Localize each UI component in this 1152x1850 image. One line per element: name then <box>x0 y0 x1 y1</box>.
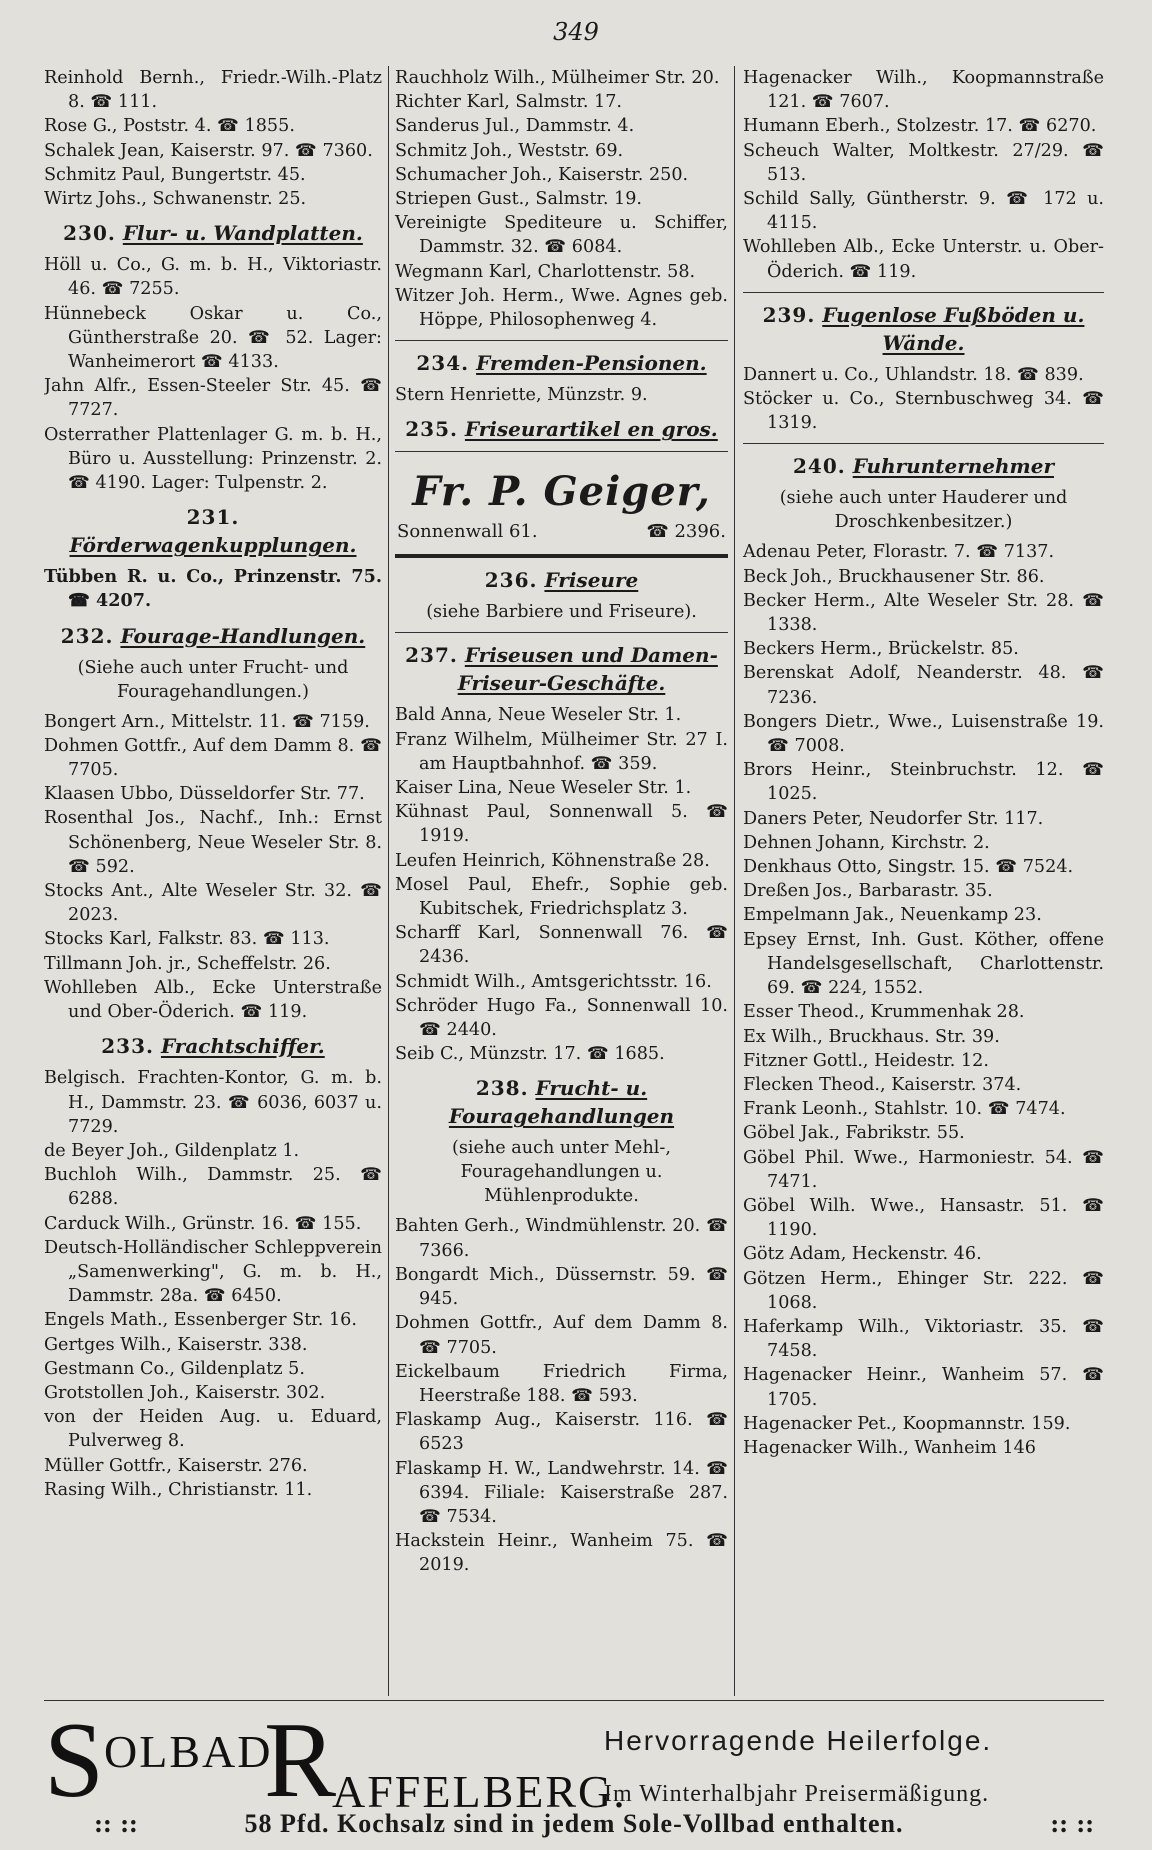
directory-entry: Wohlleben Alb., Ecke Unterstr. u. Ober-Öderich. ☎ 119. <box>743 237 1104 282</box>
directory-entry: Scheuch Walter, Moltkestr. 27/29. ☎ 513. <box>743 140 1104 185</box>
column-3 <box>734 66 1104 1696</box>
section-title: Frucht- u. Fouragehandlungen <box>448 1076 675 1129</box>
directory-entry: Dohmen Gottfr., Auf dem Damm 8. ☎ 7705. <box>395 1313 728 1358</box>
directory-entry: Seib C., Münzstr. 17. ☎ 1685. <box>395 1044 665 1065</box>
directory-entry: Bongert Arn., Mittelstr. 11. ☎ 7159. <box>44 711 370 732</box>
divider-rule <box>743 443 1104 444</box>
section-note: (siehe auch unter Hauderer und Droschkenbesitzer.) <box>779 488 1068 533</box>
section-number: 232. <box>60 623 114 648</box>
directory-entry: Osterrather Plattenlager G. m. b. H., Büro u. Ausstellung: Prinzenstr. 2. ☎ 4190. Lager: Tulpenstr. 2. <box>44 424 382 494</box>
divider-rule <box>743 292 1104 293</box>
directory-entry: Gestmann Co., Gildenplatz 5. <box>44 1358 305 1379</box>
directory-entry: Jahn Alfr., Essen-Steeler Str. 45. ☎ 7727. <box>44 376 382 421</box>
section-heading <box>44 503 382 559</box>
directory-entry: Daners Peter, Neudorfer Str. 117. <box>743 808 1044 829</box>
directory-entry: Hackstein Heinr., Wanheim 75. ☎ 2019. <box>395 1531 728 1576</box>
section-note: (siehe Barbiere und Friseure). <box>426 602 697 623</box>
directory-entry: Klaasen Ubbo, Düsseldorfer Str. 77. <box>44 784 365 805</box>
directory-entry: Götzen Herm., Ehinger Str. 222. ☎ 1068. <box>743 1268 1104 1313</box>
directory-entry: Hünnebeck Oskar u. Co., Güntherstraße 20. ☎ 52. Lager: Wanheimerort ☎ 4133. <box>44 303 382 373</box>
directory-entry: Beckers Herm., Brückelstr. 85. <box>743 639 1019 660</box>
divider-rule <box>395 632 728 633</box>
directory-entry: Gertges Wilh., Kaiserstr. 338. <box>44 1334 308 1355</box>
directory-entry: Göbel Jak., Fabrikstr. 55. <box>743 1123 965 1144</box>
ornament-left: :: :: <box>94 1809 138 1838</box>
directory-entry: Haferkamp Wilh., Viktoriastr. 35. ☎ 7458. <box>743 1316 1104 1362</box>
directory-entry: Flaskamp Aug., Kaiserstr. 116. ☎ 6523 <box>395 1410 728 1455</box>
directory-entry: Dreßen Jos., Barbarastr. 35. <box>743 881 993 902</box>
directory-entry: Rauchholz Wilh., Mülheimer Str. 20. <box>395 68 720 88</box>
directory-entry: Hagenacker Wilh., Koopmannstraße 121. ☎ 7607. <box>743 68 1104 113</box>
directory-entry: Stöcker u. Co., Sternbuschweg 34. ☎ 1319. <box>743 389 1104 434</box>
directory-entry: Flecken Theod., Kaiserstr. 374. <box>743 1074 1022 1095</box>
section-number: 234. <box>416 351 470 376</box>
directory-entry: Hagenacker Heinr., Wanheim 57. ☎ 1705. <box>743 1365 1104 1410</box>
section-note: (Siehe auch unter Frucht- und Fouragehandlungen.) <box>77 657 349 702</box>
directory-entry: Scharff Karl, Sonnenwall 76. ☎ 2436. <box>395 923 728 968</box>
directory-entry: Stocks Ant., Alte Weseler Str. 32. ☎ 2023. <box>44 881 382 926</box>
directory-entry: Bald Anna, Neue Weseler Str. 1. <box>395 705 682 726</box>
directory-entry: Denkhaus Otto, Singstr. 15. ☎ 7524. <box>743 857 1074 878</box>
solbad-logo <box>44 1701 627 1820</box>
section-number: 235. <box>405 417 458 442</box>
section-heading <box>44 1032 382 1060</box>
directory-entry: Müller Gottfr., Kaiserstr. 276. <box>44 1455 308 1476</box>
directory-entry: Kaiser Lina, Neue Weseler Str. 1. <box>395 778 692 799</box>
directory-entry: Deutsch-Holländischer Schleppverein „Samenwerking", G. m. b. H., Dammstr. 28a. ☎ 6450. <box>44 1237 382 1307</box>
section-note: (siehe auch unter Mehl-, Fouragehandlungen u. Mühlenprodukte. <box>452 1138 671 1207</box>
directory-entry: Bongardt Mich., Düssernstr. 59. ☎ 945. <box>395 1264 728 1310</box>
section-number: 233. <box>101 1034 154 1059</box>
section-number: 240. <box>793 454 846 479</box>
logo-word-olbad: OLBAD <box>104 1726 273 1777</box>
directory-entry: Vereinigte Spediteure u. Schiffer, Dammstr. 32. ☎ 6084. <box>395 213 728 258</box>
directory-entry: Striepen Gust., Salmstr. 19. <box>395 189 643 210</box>
directory-entry: Schmitz Paul, Bungertstr. 45. <box>44 164 306 185</box>
section-title: Förderwagenkupplungen. <box>69 533 357 558</box>
column-2 <box>388 66 734 1696</box>
directory-entry: Wohlleben Alb., Ecke Unterstraße und Ober-Öderich. ☎ 119. <box>44 977 382 1023</box>
directory-entry: Stern Henriette, Münzstr. 9. <box>395 385 648 406</box>
directory-entry: Frank Leonh., Stahlstr. 10. ☎ 7474. <box>743 1099 1066 1120</box>
salt-content-line: 58 Pfd. Kochsalz sind in jedem Sole-Vollbad enthalten. <box>244 1809 904 1838</box>
section-heading <box>395 349 728 377</box>
section-heading <box>395 641 728 697</box>
directory-entry: Grotstollen Joh., Kaiserstr. 302. <box>44 1382 326 1403</box>
directory-entry: Göbel Phil. Wwe., Harmoniestr. 54. ☎ 7471. <box>743 1147 1104 1192</box>
section-title: Fugenlose Fußböden u. Wände. <box>822 302 1085 355</box>
section-heading <box>743 301 1104 357</box>
section-number: 230. <box>63 221 116 246</box>
directory-entry: Hagenacker Wilh., Wanheim 146 <box>743 1437 1036 1458</box>
section-title: Fremden-Pensionen. <box>476 351 707 376</box>
columns <box>44 66 1104 1696</box>
directory-entry: Beck Joh., Bruckhausener Str. 86. <box>743 566 1045 587</box>
logo-word-affelberg: AFFELBERG. <box>332 1766 627 1817</box>
divider-rule <box>395 554 728 558</box>
directory-entry: Schröder Hugo Fa., Sonnenwall 10. ☎ 2440. <box>395 995 728 1041</box>
directory-entry: Leufen Heinrich, Köhnenstraße 28. <box>395 850 710 871</box>
directory-entry: Richter Karl, Salmstr. 17. <box>395 92 622 113</box>
winter-discount: Im Winterhalbjahr Preisermäßigung. <box>604 1781 990 1807</box>
section-heading <box>395 566 728 594</box>
slogan: Hervorragende Heilerfolge. <box>604 1725 993 1756</box>
divider-rule <box>395 340 728 341</box>
section-heading <box>743 452 1104 480</box>
directory-entry: Rasing Wilh., Christianstr. 11. <box>44 1479 313 1500</box>
logo-initial-s: S <box>44 1701 105 1820</box>
directory-entry: Rose G., Poststr. 4. ☎ 1855. <box>44 116 295 137</box>
section-title: Friseurartikel en gros. <box>464 417 718 442</box>
directory-entry: Esser Theod., Krummenhak 28. <box>743 1002 1025 1023</box>
directory-entry: Franz Wilhelm, Mülheimer Str. 27 I. am Hauptbahnhof. ☎ 359. <box>395 729 728 774</box>
directory-entry: Ex Wilh., Bruckhaus. Str. 39. <box>743 1026 1000 1047</box>
section-heading <box>395 415 728 443</box>
directory-entry: Wirtz Johs., Schwanenstr. 25. <box>44 189 307 210</box>
directory-entry: Schmidt Wilh., Amtsgerichtsstr. 16. <box>395 971 712 992</box>
ornament-right: :: :: <box>1050 1809 1094 1838</box>
directory-entry: Götz Adam, Heckenstr. 46. <box>743 1244 982 1265</box>
directory-entry: de Beyer Joh., Gildenplatz 1. <box>44 1140 300 1161</box>
directory-entry: Humann Eberh., Stolzestr. 17. ☎ 6270. <box>743 116 1097 137</box>
directory-entry: Stocks Karl, Falkstr. 83. ☎ 113. <box>44 929 330 950</box>
directory-entry: Göbel Wilh. Wwe., Hansastr. 51. ☎ 1190. <box>743 1195 1104 1241</box>
directory-entry: Hagenacker Pet., Koopmannstr. 159. <box>743 1413 1071 1434</box>
directory-entry: Adenau Peter, Florastr. 7. ☎ 7137. <box>743 542 1055 563</box>
ad-contact-line <box>395 515 728 542</box>
section-title: Flur- u. Wandplatten. <box>122 221 363 246</box>
directory-entry: Fitzner Gottl., Heidestr. 12. <box>743 1050 989 1071</box>
directory-entry: Carduck Wilh., Grünstr. 16. ☎ 155. <box>44 1213 362 1234</box>
directory-entry: Höll u. Co., G. m. b. H., Viktoriastr. 46. ☎ 7255. <box>44 255 382 300</box>
section-heading <box>44 622 382 650</box>
directory-entry: Tübben R. u. Co., Prinzenstr. 75. ☎ 4207. <box>44 566 382 612</box>
ad-address: Sonnenwall 61. <box>397 521 538 543</box>
geiger-advertisement <box>395 460 728 546</box>
directory-entry: Schalek Jean, Kaiserstr. 97. ☎ 7360. <box>44 140 373 161</box>
directory-entry: Eickelbaum Friedrich Firma, Heerstraße 188. ☎ 593. <box>395 1361 728 1406</box>
directory-entry: Rosenthal Jos., Nachf., Inh.: Ernst Schönenberg, Neue Weseler Str. 8. ☎ 592. <box>44 808 382 877</box>
directory-entry: Dehnen Johann, Kirchstr. 2. <box>743 832 990 853</box>
directory-entry: Tillmann Joh. jr., Scheffelstr. 26. <box>44 953 331 974</box>
ad-phone: ☎ 2396. <box>646 521 726 543</box>
directory-entry: Berenskat Adolf, Neanderstr. 48. ☎ 7236. <box>743 663 1104 708</box>
directory-entry: Sanderus Jul., Dammstr. 4. <box>395 116 635 137</box>
directory-entry: Becker Herm., Alte Weseler Str. 28. ☎ 1338. <box>743 590 1104 636</box>
directory-entry: Schmitz Joh., Weststr. 69. <box>395 140 624 161</box>
section-title: Fourage-Handlungen. <box>120 623 366 648</box>
directory-entry: Kühnast Paul, Sonnenwall 5. ☎ 1919. <box>395 802 728 847</box>
section-number: 236. <box>484 568 538 593</box>
directory-entry: Empelmann Jak., Neuenkamp 23. <box>743 905 1042 926</box>
section-number: 238. <box>475 1076 529 1101</box>
directory-entry: Engels Math., Essenberger Str. 16. <box>44 1310 357 1331</box>
directory-entry: Witzer Joh. Herm., Wwe. Agnes geb. Höppe, Philosophenweg 4. <box>395 285 728 331</box>
directory-entry: Dannert u. Co., Uhlandstr. 18. ☎ 839. <box>743 364 1084 385</box>
divider-rule <box>395 451 728 452</box>
directory-entry: Flaskamp H. W., Landwehrstr. 14. ☎ 6394. Filiale: Kaiserstraße 287. ☎ 7534. <box>395 1458 728 1527</box>
section-title: Fuhrunternehmer <box>852 454 1054 479</box>
directory-entry: Reinhold Bernh., Friedr.-Wilh.-Platz 8. ☎ 111. <box>44 68 382 113</box>
section-title: Friseusen und Damen-Friseur-Geschäfte. <box>457 643 718 696</box>
directory-entry: Belgisch. Frachten-Kontor, G. m. b. H., Dammstr. 23. ☎ 6036, 6037 u. 7729. <box>44 1068 382 1137</box>
directory-entry: Buchloh Wilh., Dammstr. 25. ☎ 6288. <box>44 1165 382 1210</box>
directory-entry: Mosel Paul, Ehefr., Sophie geb. Kubitschek, Friedrichsplatz 3. <box>395 874 728 920</box>
ad-company-name: Fr. P. Geiger, <box>412 468 711 516</box>
directory-entry: Wegmann Karl, Charlottenstr. 58. <box>395 261 696 282</box>
directory-entry: Bahten Gerh., Windmühlenstr. 20. ☎ 7366. <box>395 1216 728 1261</box>
advertisement-footer <box>44 1700 1104 1841</box>
section-heading <box>395 1074 728 1130</box>
directory-entry: Schumacher Joh., Kaiserstr. 250. <box>395 164 689 185</box>
column-1 <box>44 66 388 1696</box>
directory-entry: Schild Sally, Güntherstr. 9. ☎ 172 u. 4115. <box>743 189 1104 234</box>
directory-entry: Brors Heinr., Steinbruchstr. 12. ☎ 1025. <box>743 760 1104 805</box>
directory-entry: von der Heiden Aug. u. Eduard, Pulverweg 8. <box>44 1407 382 1452</box>
section-heading <box>44 219 382 247</box>
section-number: 231. <box>186 505 240 530</box>
logo-initial-r: R <box>264 1701 337 1820</box>
directory-entry: Bongers Dietr., Wwe., Luisenstraße 19. ☎ 7008. <box>743 711 1104 757</box>
page-number: 349 <box>553 18 599 46</box>
section-number: 239. <box>762 302 816 327</box>
section-title: Friseure <box>544 568 639 593</box>
section-title: Frachtschiffer. <box>160 1034 325 1059</box>
directory-entry: Epsey Ernst, Inh. Gust. Köther, offene Handelsgesellschaft, Charlottenstr. 69. ☎ 224, 1552. <box>743 929 1104 999</box>
section-number: 237. <box>405 643 458 668</box>
directory-entry: Dohmen Gottfr., Auf dem Damm 8. ☎ 7705. <box>44 735 382 781</box>
